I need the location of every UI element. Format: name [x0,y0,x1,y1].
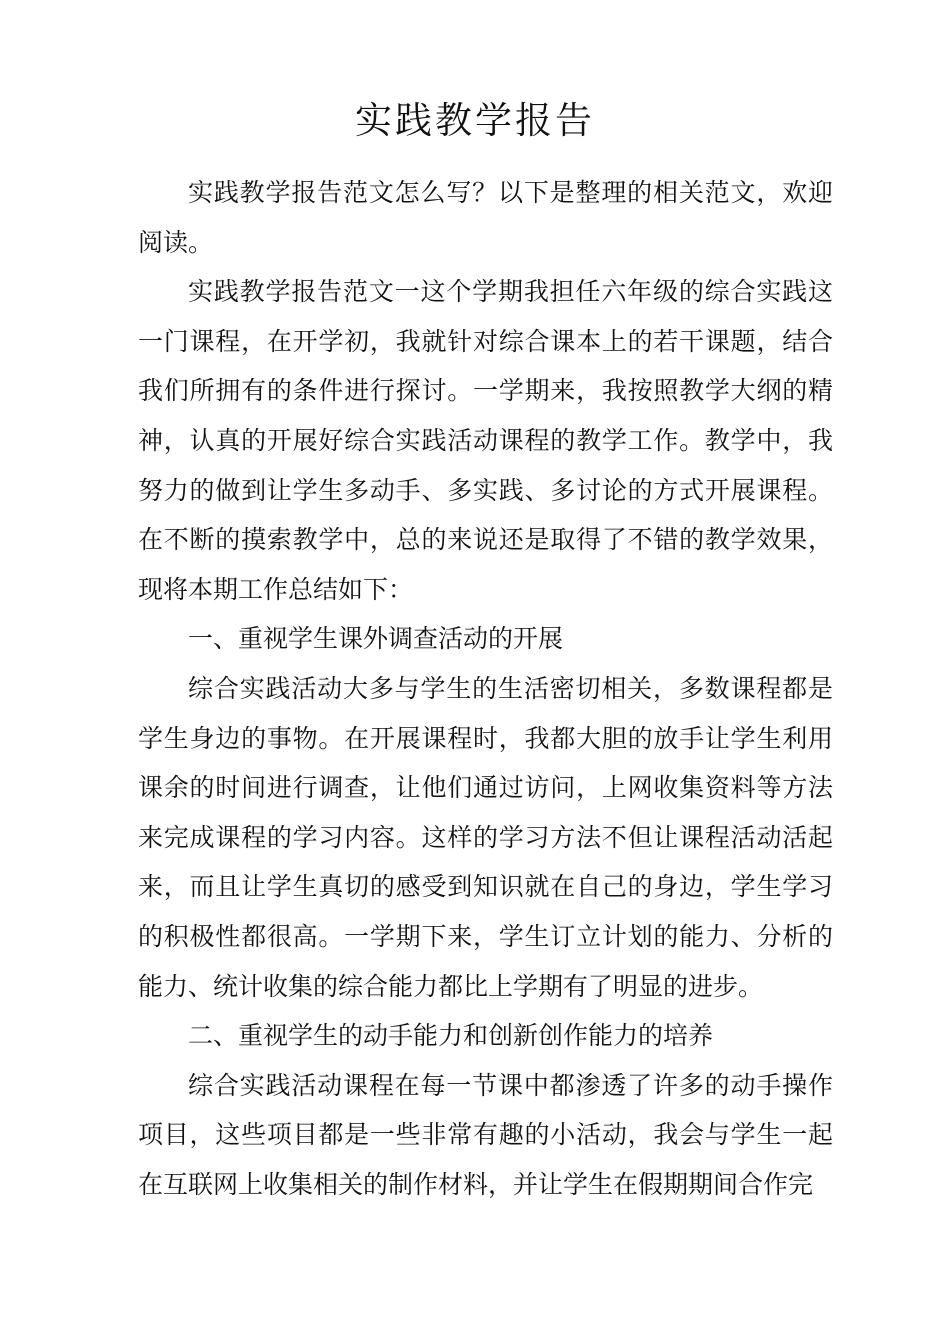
document-body [138,168,833,1209]
sample-one-paragraph: 实践教学报告范文一这个学期我担任六年级的综合实践这一门课程，在开学初，我就针对综合课本上的若干课题，结合我们所拥有的条件进行探讨。一学期来，我按照教学大纲的精神，认真的开展好综合实践活动课程的教学工作。教学中，我努力的做到让学生多动手、多实践、多讨论的方式开展课程。在不断的摸索教学中，总的来说还是取得了不错的教学效果，现将本期工作总结如下： [138,277,833,604]
section-heading-two: 二、重视学生的动手能力和创新创作能力的培养 [188,1021,714,1051]
section-one-paragraph: 综合实践活动大多与学生的生活密切相关，多数课程都是学生身边的事物。在开展课程时，我都大胆的放手让学生利用课余的时间进行调查，让他们通过访问，上网收集资料等方法来完成课程的学习内容。这样的学习方法不但让课程活动活起来，而且让学生真切的感受到知识就在自己的身边，学生学习的积极性都很高。一学期下来，学生订立计划的能力、分析的能力、统计收集的综合能力都比上学期有了明显的进步。 [138,673,833,1001]
section-two-paragraph: 综合实践活动课程在每一节课中都渗透了许多的动手操作项目，这些项目都是一些非常有趣的小活动，我会与学生一起在互联网上收集相关的制作材料，并让学生在假期期间合作完 [138,1070,833,1199]
document-title: 实践教学报告 [355,99,595,142]
section-heading-one: 一、重视学生课外调查活动的开展 [188,624,564,654]
intro-paragraph: 实践教学报告范文怎么写？以下是整理的相关范文，欢迎阅读。 [138,178,833,257]
